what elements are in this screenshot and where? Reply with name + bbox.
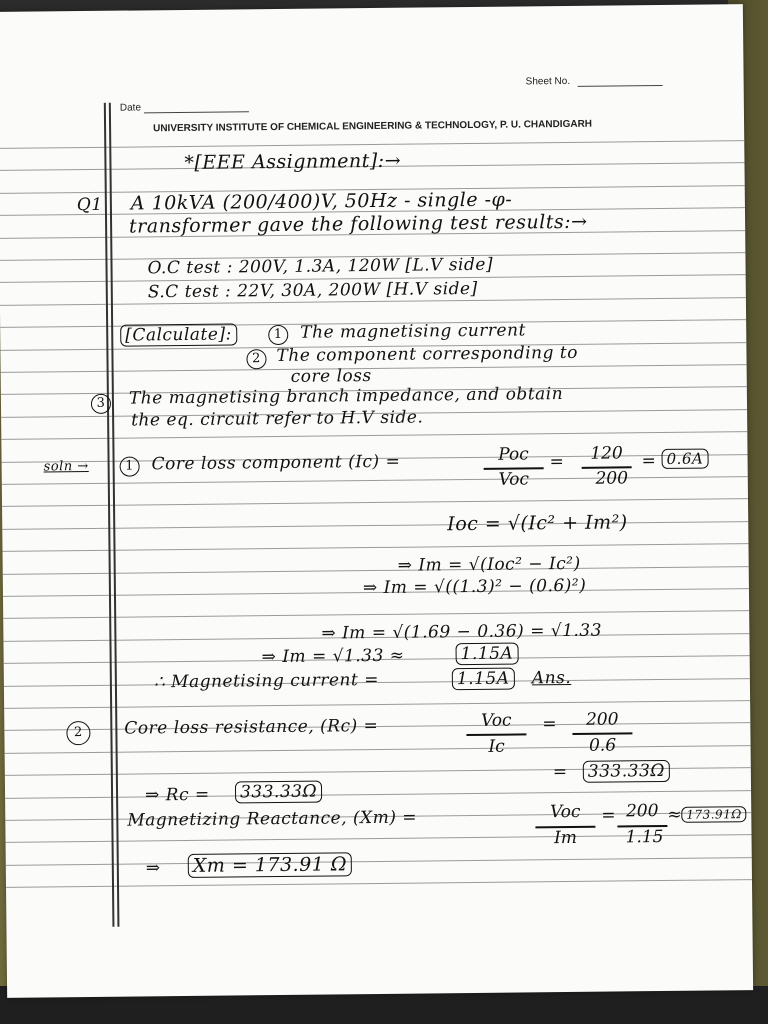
im-equation-2: ⇒ Im = √((1.3)² − (0.6)²)	[362, 575, 587, 599]
xm-value-bottom: 1.15	[625, 826, 664, 848]
step-1-number: 1	[120, 456, 140, 476]
step-2-number: 2	[66, 721, 90, 745]
ioc-equation: Ioc = √(Ic² + Im²)	[447, 511, 628, 536]
date-line	[144, 111, 249, 113]
xm-final-prefix: ⇒	[145, 858, 161, 879]
im-equation-1: ⇒ Im = √(Ioc² − Ic²)	[397, 553, 581, 576]
xm-fraction-bottom: Im	[554, 827, 578, 849]
xm-approx: ≈	[667, 804, 683, 825]
item-3-text-b: the eq. circuit refer to H.V side.	[131, 407, 424, 431]
step-1-text: Core loss component (Ic) =	[151, 451, 401, 475]
im-result: 1.15A	[455, 643, 518, 666]
item-2-text-a: The component corresponding to	[276, 342, 578, 367]
xm-equals: =	[601, 805, 617, 826]
sheet-no-label: Sheet No.	[525, 75, 571, 88]
step-2-value-bottom: 0.6	[588, 735, 617, 756]
step-2-value-bar	[572, 732, 632, 734]
step-1-value-top: 120	[590, 443, 623, 464]
step-1-fraction-bottom: Voc	[498, 469, 530, 490]
question-label: Q1	[76, 194, 103, 216]
step-2-equals: =	[542, 714, 558, 735]
institute-name: UNIVERSITY INSTITUTE OF CHEMICAL ENGINEERING & TECHNOLOGY, P. U. CHANDIGARH	[153, 118, 593, 135]
rc-result: 333.33Ω	[235, 781, 322, 804]
step-1-value-bottom: 200	[595, 468, 629, 489]
step-2-equals-2: =	[552, 761, 568, 783]
step-2-fraction-bottom: Ic	[488, 736, 505, 757]
item-1-number: 1	[268, 325, 288, 345]
xm-final-result: Xm = 173.91 Ω	[188, 852, 353, 878]
step-2-result: 333.33Ω	[583, 760, 670, 783]
oc-test-line: O.C test : 200V, 1.3A, 120W [L.V side]	[147, 254, 494, 279]
step-1-equals-2: =	[641, 451, 657, 472]
im-equation-4: ⇒ Im = √1.33 ≈	[261, 645, 405, 668]
step-2-fraction-bar	[466, 733, 526, 735]
xm-fraction-top: Voc	[549, 801, 581, 823]
xm-result-small: 173.91Ω	[681, 806, 747, 823]
im-equation-3: ⇒ Im = √(1.69 − 0.36) = √1.33	[321, 620, 603, 644]
item-2-text-b: core loss	[290, 366, 372, 387]
mag-current-text: ∴ Magnetising current =	[153, 669, 380, 693]
sheet-no-line	[578, 85, 663, 87]
date-label: Date	[119, 102, 142, 114]
step-2-fraction-top: Voc	[480, 710, 512, 731]
item-3-number: 3	[91, 394, 111, 414]
calculate-label: [Calculate]:	[120, 323, 237, 346]
step-1-result: 0.6A	[661, 449, 708, 469]
notebook-sheet	[0, 4, 753, 998]
xm-text: Magnetizing Reactance, (Xm) =	[127, 807, 418, 831]
item-1-text: The magnetising current	[300, 320, 526, 343]
xm-value-top: 200	[625, 801, 659, 822]
mag-current-result: 1.15A	[452, 668, 515, 691]
item-3-text-a: The magnetising branch impedance, and obtain	[128, 384, 564, 409]
step-2-value-top: 200	[585, 709, 619, 730]
ruled-line	[0, 140, 744, 149]
question-line-1: A 10kVA (200/400)V, 50Hz - single -φ-	[130, 188, 513, 215]
sc-test-line: S.C test : 22V, 30A, 200W [H.V side]	[147, 278, 478, 303]
step-1-equals: =	[549, 452, 565, 473]
step-2-text: Core loss resistance, (Rc) =	[124, 715, 379, 739]
step-1-fraction-top: Poc	[498, 444, 529, 465]
answer-label: Ans.	[531, 667, 572, 689]
item-2-number: 2	[246, 349, 266, 369]
rc-prefix: ⇒ Rc =	[144, 784, 210, 806]
solution-label: soln →	[43, 458, 89, 475]
question-line-2: transformer gave the following test results:→	[128, 210, 588, 238]
assignment-title: *[EEE Assignment]:→	[184, 149, 402, 174]
